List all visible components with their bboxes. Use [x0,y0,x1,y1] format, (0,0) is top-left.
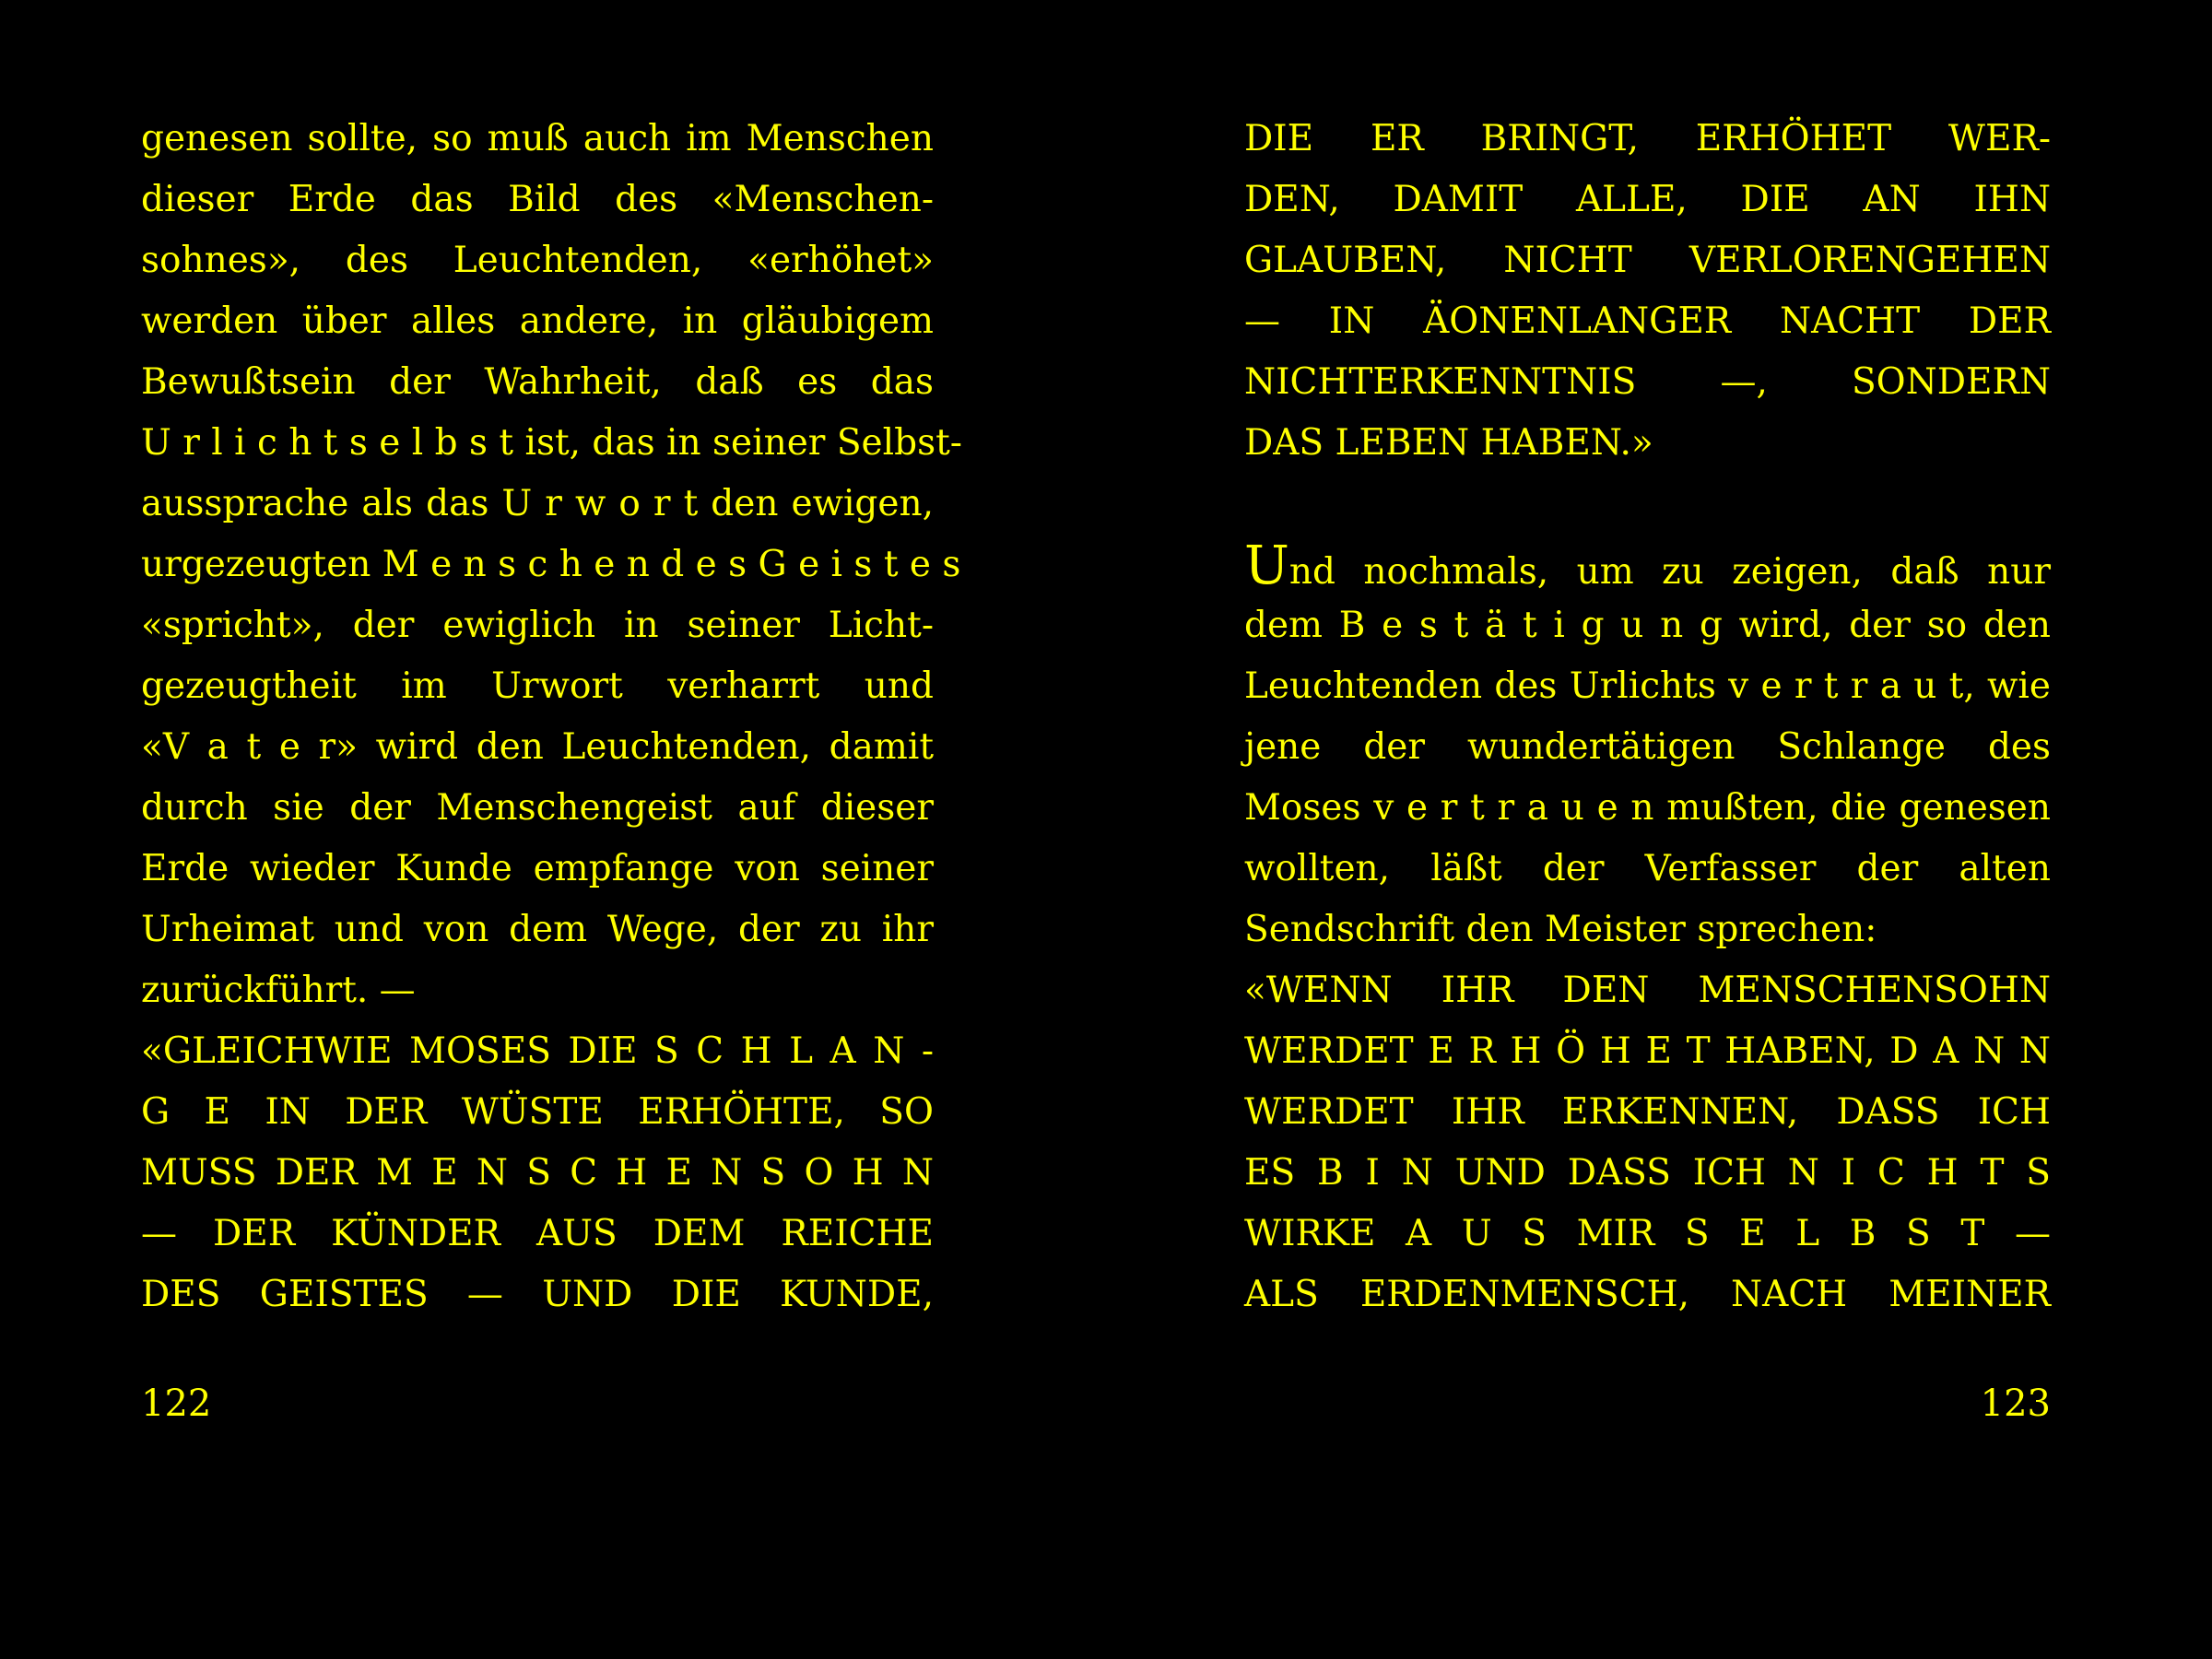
right-line-8: dem B e s t ä t i g u n g wird, der so den [1244,605,2051,646]
left-line-6: U r l i c h t s e l b s t ist, das in seiner Selbst- [141,422,962,464]
left-line-15: zurückführt. — [141,970,416,1011]
right-line-4: — IN ÄONENLANGER NACHT DER [1244,300,2051,342]
page-number-right: 123 [1980,1382,2051,1425]
page-number-left: 122 [141,1382,212,1425]
right-page [1244,0,2051,1659]
paragraph-initial: U [1244,534,1289,596]
left-line-18: MUSS DER M E N S C H E N S O H N [141,1152,934,1194]
left-line-9: «spricht», der ewiglich in seiner Licht- [141,605,934,646]
left-line-14: Urheimat und von dem Wege, der zu ihr [141,909,934,950]
left-line-2: dieser Erde das Bild des «Menschen- [141,179,934,220]
right-line-9: Leuchtenden des Urlichts v e r t r a u t, wie [1244,665,2051,707]
paragraph-first-line-rest: nd nochmals, um zu zeigen, daß nur [1288,551,2051,593]
right-line-19: ALS ERDENMENSCH, NACH MEINER [1244,1274,2051,1315]
paragraph-first-line [1244,535,2051,595]
right-line-11: Moses v e r t r a u e n mußten, die genesen [1244,787,2051,829]
left-line-17: G E IN DER WÜSTE ERHÖHTE, SO [141,1091,934,1133]
left-line-16: «GLEICHWIE MOSES DIE S C H L A N - [141,1030,934,1072]
left-line-19: — DER KÜNDER AUS DEM REICHE [141,1213,934,1254]
left-line-5: Bewußtsein der Wahrheit, daß es das [141,361,934,403]
right-line-13: Sendschrift den Meister sprechen: [1244,909,1877,950]
left-line-10: gezeugtheit im Urwort verharrt und [141,665,934,707]
right-line-18: WIRKE A U S MIR S E L B S T — [1244,1213,2051,1254]
right-line-6: DAS LEBEN HABEN.» [1244,422,1653,464]
right-line-1: DIE ER BRINGT, ERHÖHET WER- [1244,118,2051,159]
left-line-4: werden über alles andere, in gläubigem [141,300,934,342]
right-line-16: WERDET IHR ERKENNEN, DASS ICH [1244,1091,2051,1133]
left-line-12: durch sie der Menschengeist auf dieser [141,787,934,829]
right-line-17: ES B I N UND DASS ICH N I C H T S [1244,1152,2051,1194]
right-line-3: GLAUBEN, NICHT VERLORENGEHEN [1244,240,2051,281]
left-line-13: Erde wieder Kunde empfange von seiner [141,848,934,889]
left-line-8: urgezeugten M e n s c h e n d e s G e i s t e s [141,544,961,585]
right-line-15: WERDET E R H Ö H E T HABEN, D A N N [1244,1030,2051,1072]
left-line-7: aussprache als das U r w o r t den ewigen, [141,483,934,524]
right-line-5: NICHTERKENNTNIS —, SONDERN [1244,361,2051,403]
left-line-1: genesen sollte, so muß auch im Menschen [141,118,934,159]
right-line-10: jene der wundertätigen Schlange des [1244,726,2051,768]
left-page [141,0,962,1659]
right-line-12: wollten, läßt der Verfasser der alten [1244,848,2051,889]
right-line-2: DEN, DAMIT ALLE, DIE AN IHN [1244,179,2051,220]
left-line-11: «V a t e r» wird den Leuchtenden, damit [141,726,934,768]
right-line-14: «WENN IHR DEN MENSCHENSOHN [1244,970,2051,1011]
left-line-3: sohnes», des Leuchtenden, «erhöhet» [141,240,934,281]
left-line-20: DES GEISTES — UND DIE KUNDE, [141,1274,934,1315]
